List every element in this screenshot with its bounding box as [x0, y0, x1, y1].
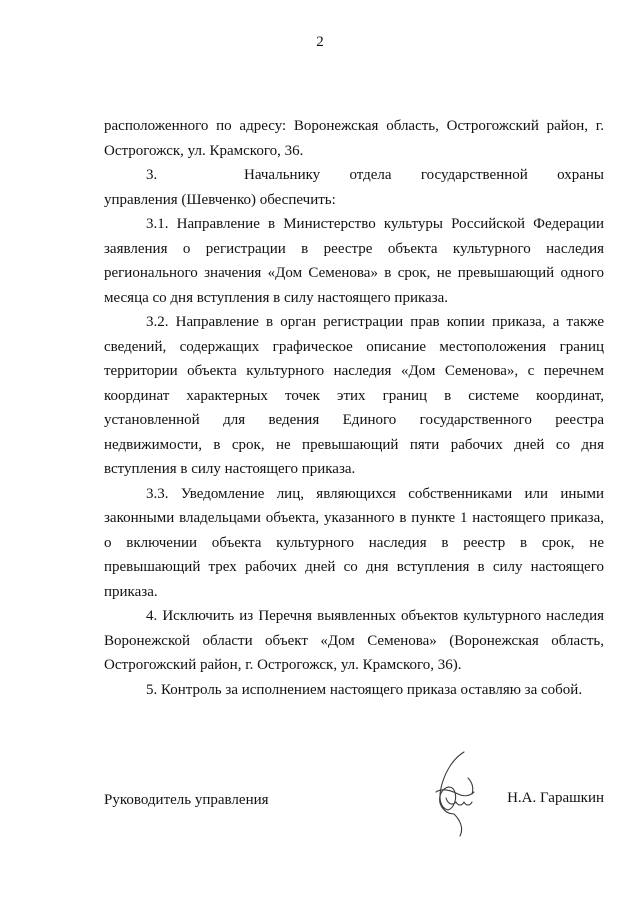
- signature-block: [104, 786, 604, 846]
- paragraph-item-3-1: 3.1. Направление в Министерство культуры Российской Федерации заявления о регистрации в реестре объекта культурного наследия регионального значения «Дом Семенова» в срок, не превышающий одного месяца со дня вступления в силу настоящего приказа.: [104, 216, 604, 306]
- paragraph-item-4: 4. Исключить из Перечня выявленных объектов культурного наследия Воронежской области объект «Дом Семенова» (Воронежская область, Острогожский район, г. Острогожск, ул. Крамского, 36).: [104, 608, 604, 673]
- document-body: [104, 114, 604, 702]
- item-3-text: Начальнику отдела государственной охраны управления (Шевченко) обеспечить:: [104, 167, 604, 208]
- handwritten-signature: [424, 748, 484, 838]
- signer-title: Руководитель управления: [104, 792, 269, 808]
- page-number: 2: [316, 34, 324, 50]
- paragraph-item-3-3: 3.3. Уведомление лиц, являющихся собственниками или иными законными владельцами объекта, указанного в пункте 1 настоящего приказа, о включении объекта культурного наследия в реестр в срок, не превышающий трех рабочих дней со дня вступления в силу настоящего приказа.: [104, 485, 604, 600]
- paragraph-item-3-2: 3.2. Направление в орган регистрации прав копии приказа, а также сведений, содержащих графическое описание местоположения границ территории объекта культурного наследия «Дом Семенова», с перечнем координат характерных точек этих границ в системе координат, установленной для ведения Единого государственного реестра недвижимости, в срок, не превышающий пяти рабочих дней со дня вступления в силу настоящего приказа.: [104, 314, 604, 477]
- paragraph-item-3: [104, 163, 604, 212]
- paragraph-item-5: 5. Контроль за исполнением настоящего приказа оставляю за собой.: [146, 681, 583, 698]
- item-3-number: 3.: [146, 167, 158, 183]
- signer-name: Н.А. Гарашкин: [507, 790, 604, 806]
- intro-paragraph: расположенного по адресу: Воронежская область, Острогожский район, г. Острогожск, ул. Крамского, 36.: [104, 118, 604, 159]
